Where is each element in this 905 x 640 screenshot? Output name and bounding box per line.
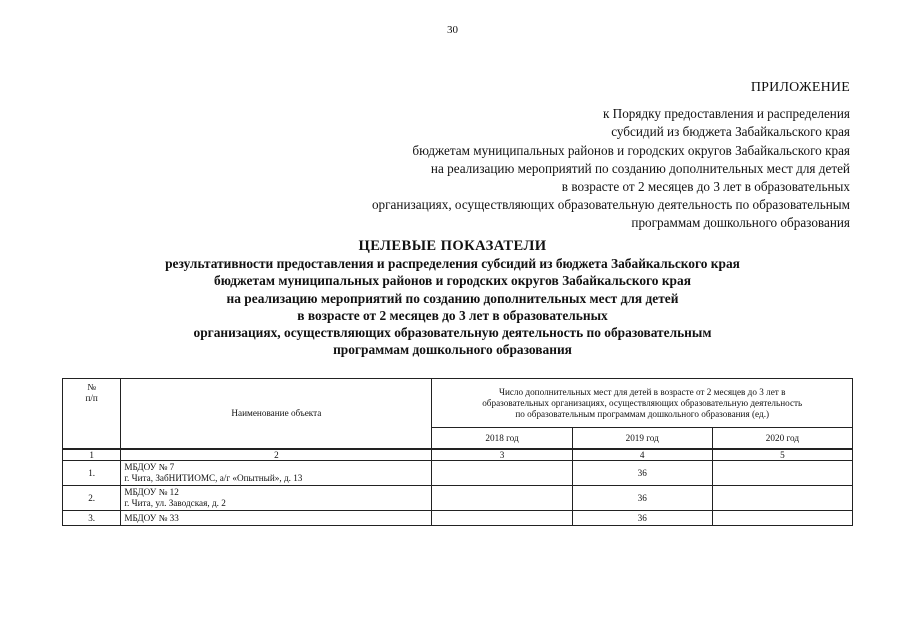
row-number: 3. bbox=[63, 511, 121, 526]
column-index: 5 bbox=[712, 449, 852, 461]
column-index: 1 bbox=[63, 449, 121, 461]
indicators-table bbox=[62, 378, 853, 526]
header-year-2018: 2018 год bbox=[432, 428, 572, 450]
appendix-title: ПРИЛОЖЕНИЕ bbox=[750, 80, 850, 95]
targets-line: на реализацию мероприятий по созданию дополнительных мест для детей bbox=[226, 290, 679, 306]
appendix-line: субсидий из бюджета Забайкальского края bbox=[611, 124, 850, 140]
table-row bbox=[63, 461, 853, 486]
object-name: МБДОУ № 33 bbox=[124, 512, 179, 523]
header-object-name: Наименование объекта bbox=[121, 379, 432, 450]
value-2020 bbox=[712, 511, 852, 526]
value-2018 bbox=[432, 461, 572, 486]
header-num-line1: № bbox=[87, 382, 97, 392]
appendix-line: организациях, осуществляющих образовательную деятельность по образовательным bbox=[371, 197, 850, 213]
row-number: 2. bbox=[63, 486, 121, 511]
targets-line: бюджетам муниципальных районов и городских округов Забайкальского края bbox=[214, 273, 691, 289]
value-2019: 36 bbox=[572, 486, 712, 511]
appendix-line: в возрасте от 2 месяцев до 3 лет в образовательных bbox=[561, 179, 850, 195]
value-2019: 36 bbox=[572, 511, 712, 526]
object-cell bbox=[121, 486, 432, 511]
object-cell bbox=[121, 461, 432, 486]
object-cell bbox=[121, 511, 432, 526]
header-year-2019: 2019 год bbox=[572, 428, 712, 450]
targets-line: результативности предоставления и распределения субсидий из бюджета Забайкальского края bbox=[165, 256, 740, 272]
value-2018 bbox=[432, 511, 572, 526]
appendix-line: к Порядку предоставления и распределения bbox=[602, 106, 850, 122]
appendix-line: бюджетам муниципальных районов и городских округов Забайкальского края bbox=[412, 142, 850, 158]
column-index: 2 bbox=[121, 449, 432, 461]
table-row bbox=[63, 511, 853, 526]
appendix-line: на реализацию мероприятий по созданию дополнительных мест для детей bbox=[430, 160, 850, 176]
object-address: г. Чита, ул. Заводская, д. 2 bbox=[124, 498, 226, 508]
column-index-row bbox=[63, 449, 853, 461]
table-row bbox=[63, 486, 853, 511]
value-2020 bbox=[712, 461, 852, 486]
column-index: 4 bbox=[572, 449, 712, 461]
header-num bbox=[63, 379, 121, 450]
object-address: г. Чита, ЗабНИТИОМС, а/г «Опытный», д. 13 bbox=[124, 473, 303, 483]
header-indicator-line1: Число дополнительных мест для детей в возрасте от 2 месяцев до 3 лет в bbox=[498, 386, 786, 397]
object-name: МБДОУ № 12 bbox=[124, 487, 179, 497]
column-index: 3 bbox=[432, 449, 572, 461]
targets-line: организациях, осуществляющих образовательную деятельность по образовательным bbox=[193, 325, 712, 341]
page-number: 30 bbox=[447, 24, 458, 36]
targets-line: программам дошкольного образования bbox=[333, 342, 572, 358]
header-indicator bbox=[432, 379, 853, 428]
header-year-2020: 2020 год bbox=[712, 428, 852, 450]
object-name: МБДОУ № 7 bbox=[124, 462, 175, 472]
targets-title: ЦЕЛЕВЫЕ ПОКАЗАТЕЛИ bbox=[358, 238, 547, 254]
header-num-line2: п/п bbox=[85, 393, 98, 403]
value-2018 bbox=[432, 486, 572, 511]
appendix-block bbox=[290, 79, 850, 233]
row-number: 1. bbox=[63, 461, 121, 486]
value-2019: 36 bbox=[572, 461, 712, 486]
header-indicator-line3: по образовательным программам дошкольного образования (ед.) bbox=[515, 408, 770, 419]
header-indicator-line2: образовательных организациях, осуществляющих образовательную деятельность bbox=[482, 397, 803, 408]
targets-line: в возрасте от 2 месяцев до 3 лет в образовательных bbox=[297, 307, 608, 323]
appendix-line: программам дошкольного образования bbox=[631, 215, 850, 231]
value-2020 bbox=[712, 486, 852, 511]
targets-heading bbox=[0, 238, 905, 358]
